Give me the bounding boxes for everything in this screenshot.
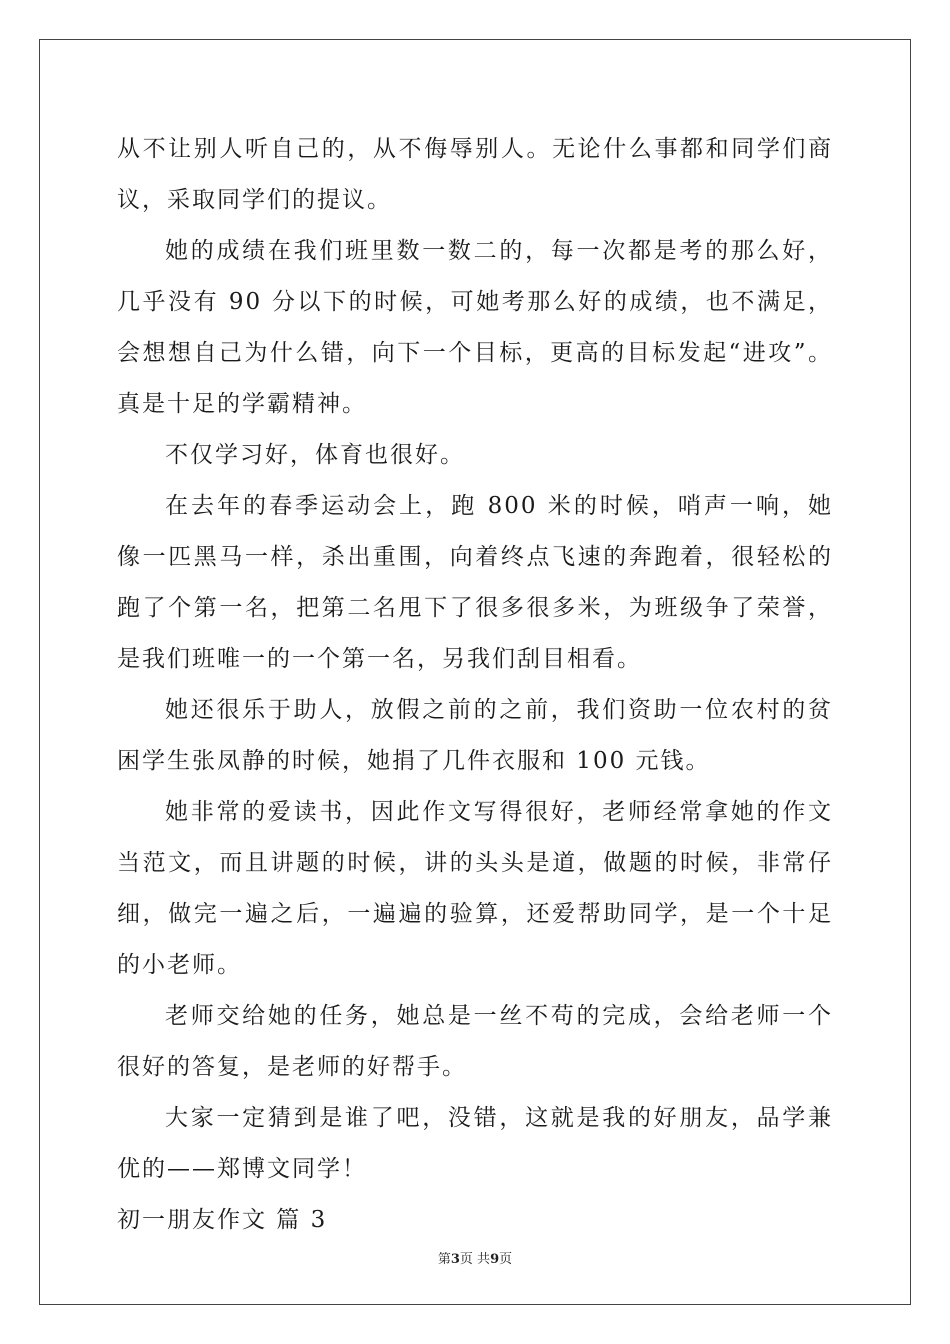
footer-total-pages: 9 (490, 1252, 500, 1267)
footer-prefix: 第 (437, 1252, 451, 1267)
page-footer (0, 1248, 950, 1267)
paragraph-6: 她非常的爱读书，因此作文写得很好，老师经常拿她的作文当范文，而且讲题的时候，讲的头头是道，做题的时候，非常仔细，做完一遍之后，一遍遍的验算，还爱帮助同学，是一个十足的小老师。 (117, 799, 833, 978)
paragraph-5: 她还很乐于助人，放假之前的之前，我们资助一位农村的贫困学生张凤静的时候，她捐了几件衣服和 100 元钱。 (117, 697, 833, 774)
paragraph-3: 不仅学习好，体育也很好。 (165, 442, 465, 468)
paragraph-7: 老师交给她的任务，她总是一丝不苟的完成，会给老师一个很好的答复，是老师的好帮手。 (117, 1003, 833, 1080)
footer-mid: 页 共 (459, 1252, 491, 1267)
footer-page-number: 3 (450, 1252, 460, 1267)
section-heading: 初一朋友作文 篇 3 (117, 1207, 328, 1233)
document-body (117, 124, 833, 1246)
paragraph-2: 她的成绩在我们班里数一数二的，每一次都是考的那么好，几乎没有 90 分以下的时候，可她考那么好的成绩，也不满足，会想想自己为什么错，向下一个目标，更高的目标发起“进攻”。真是十足的学霸精神。 (117, 238, 833, 417)
paragraph-8: 大家一定猜到是谁了吧，没错，这就是我的好朋友，品学兼优的——郑博文同学！ (117, 1105, 833, 1182)
paragraph-1: 从不让别人听自己的，从不侮辱别人。无论什么事都和同学们商议，采取同学们的提议。 (117, 136, 833, 213)
paragraph-4: 在去年的春季运动会上，跑 800 米的时候，哨声一响，她像一匹黑马一样，杀出重围，向着终点飞速的奔跑着，很轻松的跑了个第一名，把第二名甩下了很多很多米，为班级争了荣誉，是我们班唯一的一个第一名，另我们刮目相看。 (117, 493, 833, 672)
footer-suffix: 页 (499, 1252, 513, 1267)
